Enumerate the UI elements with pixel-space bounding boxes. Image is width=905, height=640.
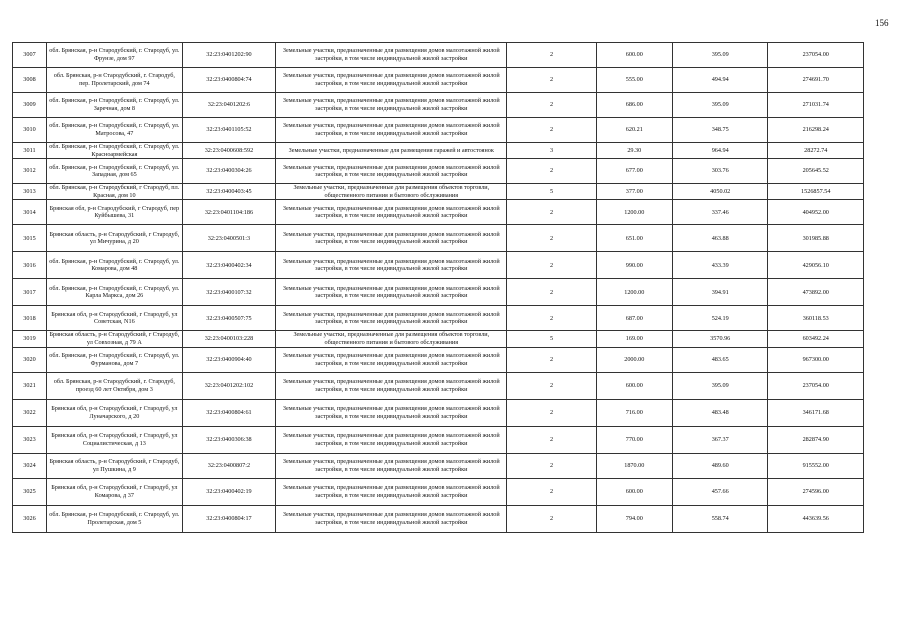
cadastral-number-cell: 32:23:0401104:186 [182,200,275,225]
cadastral-value-cell: 967300.00 [768,347,864,372]
land-use-cell: Земельные участки, предназначенные для размещения домов малоэтажной жилой застройки, в том числе индивидуальной жилой застройки [276,118,507,143]
area-cell: 686.00 [596,93,672,118]
cadastral-value-cell: 282874.90 [768,426,864,453]
specific-value-cell: 463.88 [672,225,767,252]
group-number-cell: 2 [507,399,596,426]
row-number-cell: 3014 [13,200,47,225]
cadastral-number-cell: 32:23:0401105:52 [182,118,275,143]
table-row [13,372,864,399]
group-number-cell: 2 [507,347,596,372]
address-cell: Брянская область, р-н Стародубский, г Стародуб, ул Мичурина, д 20 [46,225,182,252]
cadastral-number-cell: 32:23:0400804:74 [182,68,275,93]
address-cell: обл. Брянская, р-н Стародубский, г. Стародуб, ул. Комарова, дом 48 [46,252,182,279]
cadastral-value-cell: 473892.00 [768,279,864,306]
cadastral-number-cell: 32:23:0400807:2 [182,453,275,478]
table-row [13,118,864,143]
address-cell: Брянская область, р-н Стародубский, г Стародуб, ул Совхозная, д 79 А [46,331,182,347]
area-cell: 169.00 [596,331,672,347]
address-cell: Брянская обл, р-н Стародубский, г Стародуб, ул Луначарского, д 20 [46,399,182,426]
row-number-cell: 3007 [13,43,47,68]
cadastral-number-cell: 32:23:0400904:40 [182,347,275,372]
address-cell: обл. Брянская, р-н Стародубский, г. Стародуб, пер. Пролетарский, дом 74 [46,68,182,93]
row-number-cell: 3023 [13,426,47,453]
specific-value-cell: 457.66 [672,478,767,505]
area-cell: 555.00 [596,68,672,93]
land-use-cell: Земельные участки, предназначенные для размещения домов малоэтажной жилой застройки, в том числе индивидуальной жилой застройки [276,68,507,93]
row-number-cell: 3024 [13,453,47,478]
table-row [13,399,864,426]
row-number-cell: 3020 [13,347,47,372]
cadastral-value-cell: 301985.88 [768,225,864,252]
land-use-cell: Земельные участки, предназначенные для размещения домов малоэтажной жилой застройки, в том числе индивидуальной жилой застройки [276,505,507,532]
address-cell: обл. Брянская, р-н Стародубский, г. Стародуб, ул. Матросова, 47 [46,118,182,143]
cadastral-value-cell: 274596.00 [768,478,864,505]
group-number-cell: 2 [507,118,596,143]
address-cell: Брянская обл, р-н Стародубский, г Стародуб, ул Советская, N16 [46,306,182,331]
address-cell: Брянская обл, р-н Стародубский, г Стародуб, пер Куйбышева, 31 [46,200,182,225]
land-use-cell: Земельные участки, предназначенные для размещения домов малоэтажной жилой застройки, в том числе индивидуальной жилой застройки [276,426,507,453]
land-use-cell: Земельные участки, предназначенные для размещения домов малоэтажной жилой застройки, в том числе индивидуальной жилой застройки [276,159,507,184]
area-cell: 620.21 [596,118,672,143]
row-number-cell: 3016 [13,252,47,279]
area-cell: 794.00 [596,505,672,532]
group-number-cell: 2 [507,225,596,252]
group-number-cell: 2 [507,43,596,68]
address-cell: Брянская обл, р-н Стародубский, г Стародуб, ул Комарова, д 37 [46,478,182,505]
specific-value-cell: 489.60 [672,453,767,478]
cadastral-value-cell: 915552.00 [768,453,864,478]
land-use-cell: Земельные участки, предназначенные для размещения гаражей и автостоянок [276,143,507,159]
land-use-cell: Земельные участки, предназначенные для размещения домов малоэтажной жилой застройки, в том числе индивидуальной жилой застройки [276,306,507,331]
address-cell: обл. Брянская, р-н Стародубский, г. Стародуб, ул. Западная, дом 65 [46,159,182,184]
cadastral-value-table [12,42,864,533]
land-use-cell: Земельные участки, предназначенные для размещения домов малоэтажной жилой застройки, в том числе индивидуальной жилой застройки [276,478,507,505]
cadastral-number-cell: 32:23:0400107:32 [182,279,275,306]
area-cell: 1870.00 [596,453,672,478]
table-row [13,252,864,279]
land-use-cell: Земельные участки, предназначенные для размещения домов малоэтажной жилой застройки, в том числе индивидуальной жилой застройки [276,200,507,225]
row-number-cell: 3026 [13,505,47,532]
table-row [13,68,864,93]
specific-value-cell: 395.09 [672,43,767,68]
group-number-cell: 2 [507,426,596,453]
specific-value-cell: 433.39 [672,252,767,279]
specific-value-cell: 348.75 [672,118,767,143]
address-cell: Брянская область, р-н Стародубский, г Стародуб, ул Пушкина, д 9 [46,453,182,478]
area-cell: 600.00 [596,43,672,68]
row-number-cell: 3011 [13,143,47,159]
group-number-cell: 5 [507,184,596,200]
table-row [13,43,864,68]
area-cell: 600.00 [596,478,672,505]
address-cell: обл. Брянская, р-н Стародубский, г. Стародуб, ул. Фурманова, дом 7 [46,347,182,372]
row-number-cell: 3015 [13,225,47,252]
row-number-cell: 3019 [13,331,47,347]
row-number-cell: 3022 [13,399,47,426]
cadastral-value-cell: 429056.10 [768,252,864,279]
group-number-cell: 5 [507,331,596,347]
land-use-cell: Земельные участки, предназначенные для размещения домов малоэтажной жилой застройки, в том числе индивидуальной жилой застройки [276,225,507,252]
group-number-cell: 3 [507,143,596,159]
specific-value-cell: 3570.96 [672,331,767,347]
area-cell: 29.30 [596,143,672,159]
cadastral-number-cell: 32:23:0400402:34 [182,252,275,279]
table-row [13,347,864,372]
specific-value-cell: 303.76 [672,159,767,184]
address-cell: обл. Брянская, р-н Стародубский, г. Стародуб, ул. Заречная, дом 8 [46,93,182,118]
cadastral-number-cell: 32:23:0400804:61 [182,399,275,426]
address-cell: обл. Брянская, р-н Стародубский, г. Стародуб, ул. Пролетарская, дом 5 [46,505,182,532]
land-use-cell: Земельные участки, предназначенные для размещения домов малоэтажной жилой застройки, в том числе индивидуальной жилой застройки [276,93,507,118]
cadastral-value-cell: 346171.68 [768,399,864,426]
area-cell: 1200.00 [596,279,672,306]
cadastral-value-cell: 443639.56 [768,505,864,532]
table-row [13,225,864,252]
group-number-cell: 2 [507,68,596,93]
group-number-cell: 2 [507,93,596,118]
address-cell: обл. Брянская, р-н Стародубский, г. Стародуб, ул. Красноармейская [46,143,182,159]
address-cell: обл. Брянская, р-н Стародубский, г Стародуб, пл. Красная, дом 10 [46,184,182,200]
area-cell: 600.00 [596,372,672,399]
group-number-cell: 2 [507,372,596,399]
cadastral-value-cell: 237054.00 [768,372,864,399]
row-number-cell: 3021 [13,372,47,399]
cadastral-number-cell: 32:23:0400608:592 [182,143,275,159]
cadastral-value-cell: 237054.00 [768,43,864,68]
specific-value-cell: 483.65 [672,347,767,372]
cadastral-value-cell: 205645.52 [768,159,864,184]
row-number-cell: 3010 [13,118,47,143]
specific-value-cell: 964.94 [672,143,767,159]
cadastral-number-cell: 32:23:0400403:45 [182,184,275,200]
specific-value-cell: 337.46 [672,200,767,225]
group-number-cell: 2 [507,279,596,306]
specific-value-cell: 558.74 [672,505,767,532]
land-use-cell: Земельные участки, предназначенные для размещения объектов торговли, общественного питания и бытового обслуживания [276,184,507,200]
address-cell: обл. Брянская, р-н Стародубский, г. Стародуб, ул. Фрунзе, дом 97 [46,43,182,68]
specific-value-cell: 494.94 [672,68,767,93]
table-row [13,93,864,118]
table-row [13,453,864,478]
area-cell: 677.00 [596,159,672,184]
table-row [13,159,864,184]
cadastral-number-cell: 32:23:0400501:3 [182,225,275,252]
group-number-cell: 2 [507,453,596,478]
group-number-cell: 2 [507,159,596,184]
address-cell: обл. Брянская, р-н Стародубский, г. Стародуб, ул. Карла Маркса, дом 26 [46,279,182,306]
cadastral-number-cell: 32:23:0400804:17 [182,505,275,532]
cadastral-number-cell: 32:23:0401202:90 [182,43,275,68]
table-row [13,200,864,225]
group-number-cell: 2 [507,252,596,279]
table-row [13,306,864,331]
cadastral-number-cell: 32:23:0400103:228 [182,331,275,347]
table-row [13,184,864,200]
specific-value-cell: 367.37 [672,426,767,453]
address-cell: обл. Брянская, р-н Стародубский, г. Стародуб, проезд 60 лет Октября, дом 3 [46,372,182,399]
cadastral-number-cell: 32:23:0400507:75 [182,306,275,331]
table-row [13,279,864,306]
land-use-cell: Земельные участки, предназначенные для размещения домов малоэтажной жилой застройки, в том числе индивидуальной жилой застройки [276,347,507,372]
cadastral-value-cell: 360118.53 [768,306,864,331]
table-row [13,505,864,532]
table-body [13,43,864,533]
cadastral-value-cell: 1526857.54 [768,184,864,200]
cadastral-value-cell: 28272.74 [768,143,864,159]
land-use-cell: Земельные участки, предназначенные для размещения домов малоэтажной жилой застройки, в том числе индивидуальной жилой застройки [276,252,507,279]
row-number-cell: 3013 [13,184,47,200]
table-row [13,478,864,505]
area-cell: 716.00 [596,399,672,426]
cadastral-number-cell: 32:23:0401202:102 [182,372,275,399]
group-number-cell: 2 [507,478,596,505]
area-cell: 651.00 [596,225,672,252]
area-cell: 770.00 [596,426,672,453]
area-cell: 990.00 [596,252,672,279]
row-number-cell: 3025 [13,478,47,505]
address-cell: Брянская обл, р-н Стародубский, г Стародуб, ул Социалистическая, д 13 [46,426,182,453]
area-cell: 687.00 [596,306,672,331]
cadastral-value-cell: 274691.70 [768,68,864,93]
table-row [13,331,864,347]
land-use-cell: Земельные участки, предназначенные для размещения объектов торговли, общественного питания и бытового обслуживания [276,331,507,347]
page-number: 156 [875,18,889,28]
land-use-cell: Земельные участки, предназначенные для размещения домов малоэтажной жилой застройки, в том числе индивидуальной жилой застройки [276,372,507,399]
specific-value-cell: 524.19 [672,306,767,331]
specific-value-cell: 4050.02 [672,184,767,200]
row-number-cell: 3012 [13,159,47,184]
land-use-cell: Земельные участки, предназначенные для размещения домов малоэтажной жилой застройки, в том числе индивидуальной жилой застройки [276,279,507,306]
cadastral-value-cell: 603492.24 [768,331,864,347]
specific-value-cell: 395.09 [672,93,767,118]
table-row [13,143,864,159]
table-row [13,426,864,453]
specific-value-cell: 483.48 [672,399,767,426]
cadastral-value-cell: 404952.00 [768,200,864,225]
land-use-cell: Земельные участки, предназначенные для размещения домов малоэтажной жилой застройки, в том числе индивидуальной жилой застройки [276,399,507,426]
land-use-cell: Земельные участки, предназначенные для размещения домов малоэтажной жилой застройки, в том числе индивидуальной жилой застройки [276,43,507,68]
cadastral-value-cell: 216298.24 [768,118,864,143]
row-number-cell: 3018 [13,306,47,331]
area-cell: 2000.00 [596,347,672,372]
row-number-cell: 3009 [13,93,47,118]
cadastral-number-cell: 32:23:0400306:38 [182,426,275,453]
row-number-cell: 3017 [13,279,47,306]
cadastral-number-cell: 32:23:0401202:6 [182,93,275,118]
area-cell: 1200.00 [596,200,672,225]
cadastral-value-cell: 271031.74 [768,93,864,118]
row-number-cell: 3008 [13,68,47,93]
cadastral-number-cell: 32:23:0400304:26 [182,159,275,184]
specific-value-cell: 395.09 [672,372,767,399]
specific-value-cell: 394.91 [672,279,767,306]
land-use-cell: Земельные участки, предназначенные для размещения домов малоэтажной жилой застройки, в том числе индивидуальной жилой застройки [276,453,507,478]
area-cell: 377.00 [596,184,672,200]
cadastral-number-cell: 32:23:0400402:19 [182,478,275,505]
group-number-cell: 2 [507,306,596,331]
group-number-cell: 2 [507,200,596,225]
group-number-cell: 2 [507,505,596,532]
